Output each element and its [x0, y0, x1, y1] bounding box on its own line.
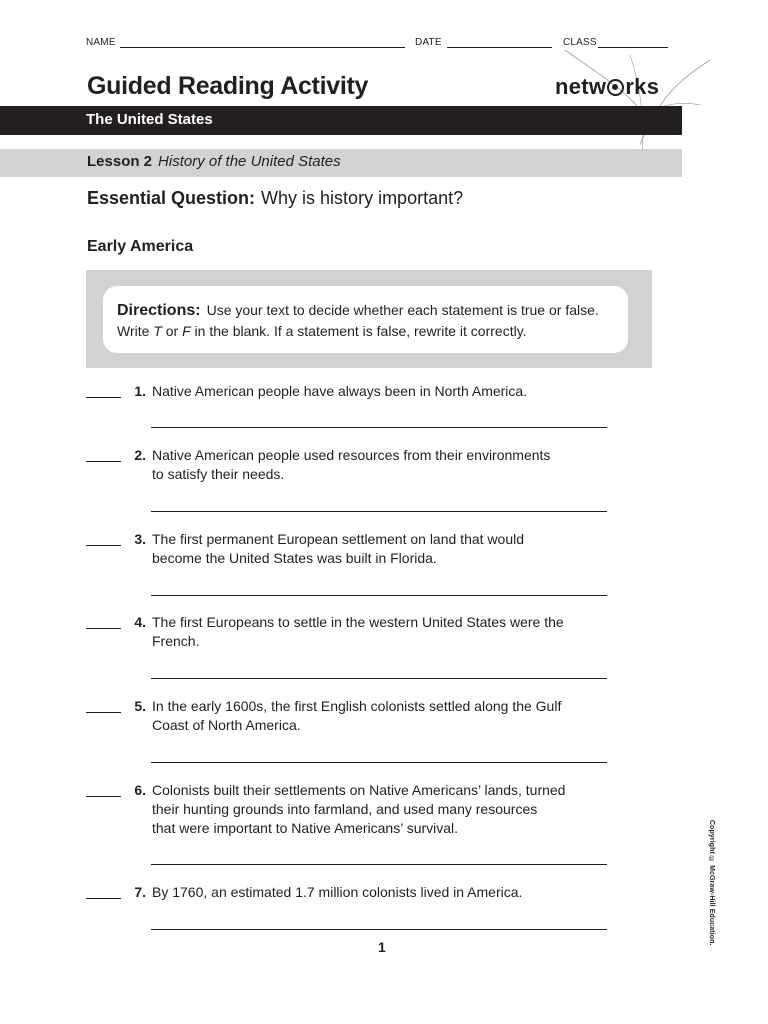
question-5-line-2: Coast of North America. — [152, 717, 301, 733]
copyright-notice: Copyright © McGraw-Hill Education. — [708, 820, 715, 946]
false-letter: F — [182, 323, 191, 339]
logo-text-start: netw — [555, 74, 607, 99]
answer-blank-2[interactable] — [86, 461, 121, 462]
rewrite-line-3[interactable] — [151, 595, 607, 596]
question-text-6 — [152, 781, 592, 838]
rewrite-line-5[interactable] — [151, 762, 607, 763]
question-3-line-1: The first permanent European settlement on land that would — [152, 531, 524, 547]
essential-question — [87, 188, 463, 209]
question-6-line-1: Colonists built their settlements on Native Americans’ lands, turned — [152, 782, 566, 798]
essential-question-label: Essential Question: — [87, 188, 256, 208]
directions-label: Directions: — [117, 302, 201, 319]
question-5-line-1: In the early 1600s, the first English colonists settled along the Gulf — [152, 698, 562, 714]
essential-question-text: Why is history important? — [261, 188, 464, 208]
name-field[interactable] — [120, 47, 405, 48]
rewrite-line-4[interactable] — [151, 678, 607, 679]
question-text-3 — [152, 530, 592, 568]
networks-logo — [555, 74, 659, 100]
question-7-line-1: By 1760, an estimated 1.7 million colonists lived in America. — [152, 884, 523, 900]
date-field[interactable] — [447, 47, 552, 48]
answer-blank-1[interactable] — [86, 397, 121, 398]
logo-text-end: rks — [625, 74, 660, 99]
directions-line-2b: in the blank. If a statement is false, rewrite it correctly. — [190, 323, 527, 339]
question-number-1: 1. — [134, 383, 146, 399]
question-number-6: 6. — [134, 782, 146, 798]
question-3-line-2: become the United States was built in Florida. — [152, 550, 437, 566]
page-number: 1 — [378, 939, 386, 955]
answer-blank-5[interactable] — [86, 712, 121, 713]
lesson-label: Lesson 2 — [87, 153, 153, 170]
question-number-7: 7. — [134, 884, 146, 900]
question-number-2: 2. — [134, 447, 146, 463]
date-label: DATE — [415, 37, 442, 48]
question-text-1 — [152, 382, 592, 401]
directions-or: or — [161, 323, 183, 339]
answer-blank-4[interactable] — [86, 628, 121, 629]
rewrite-line-2[interactable] — [151, 511, 607, 512]
question-number-3: 3. — [134, 531, 146, 547]
true-letter: T — [153, 323, 162, 339]
class-label: CLASS — [563, 37, 597, 48]
question-1-line-1: Native American people have always been in North America. — [152, 383, 528, 399]
question-2-line-2: to satisfy their needs. — [152, 466, 285, 482]
answer-blank-3[interactable] — [86, 545, 121, 546]
answer-blank-7[interactable] — [86, 898, 121, 899]
question-2-line-1: Native American people used resources from their environments — [152, 447, 551, 463]
rewrite-line-6[interactable] — [151, 864, 607, 865]
subject-title: The United States — [86, 111, 213, 128]
lesson-title: History of the United States — [158, 153, 341, 170]
lesson-heading — [87, 153, 341, 170]
question-6-line-3: that were important to Native Americans’ survival. — [152, 820, 459, 836]
question-number-4: 4. — [134, 614, 146, 630]
question-text-7 — [152, 883, 592, 902]
question-6-line-2: their hunting grounds into farmland, and used many resources — [152, 801, 538, 817]
directions-line-1: Use your text to decide whether each statement is true or false. — [206, 302, 599, 318]
question-text-5 — [152, 697, 592, 735]
name-label: NAME — [86, 37, 116, 48]
question-4-line-2: French. — [152, 633, 200, 649]
answer-blank-6[interactable] — [86, 796, 121, 797]
target-o-icon — [607, 79, 624, 96]
rewrite-line-7[interactable] — [151, 929, 607, 930]
section-title: Early America — [87, 238, 194, 255]
directions-text — [117, 300, 622, 341]
question-number-5: 5. — [134, 698, 146, 714]
rewrite-line-1[interactable] — [151, 427, 607, 428]
directions-line-2a: Write — [117, 323, 154, 339]
question-text-4 — [152, 613, 592, 651]
question-text-2 — [152, 446, 592, 484]
question-4-line-1: The first Europeans to settle in the western United States were the — [152, 614, 564, 630]
page-title: Guided Reading Activity — [87, 72, 369, 100]
